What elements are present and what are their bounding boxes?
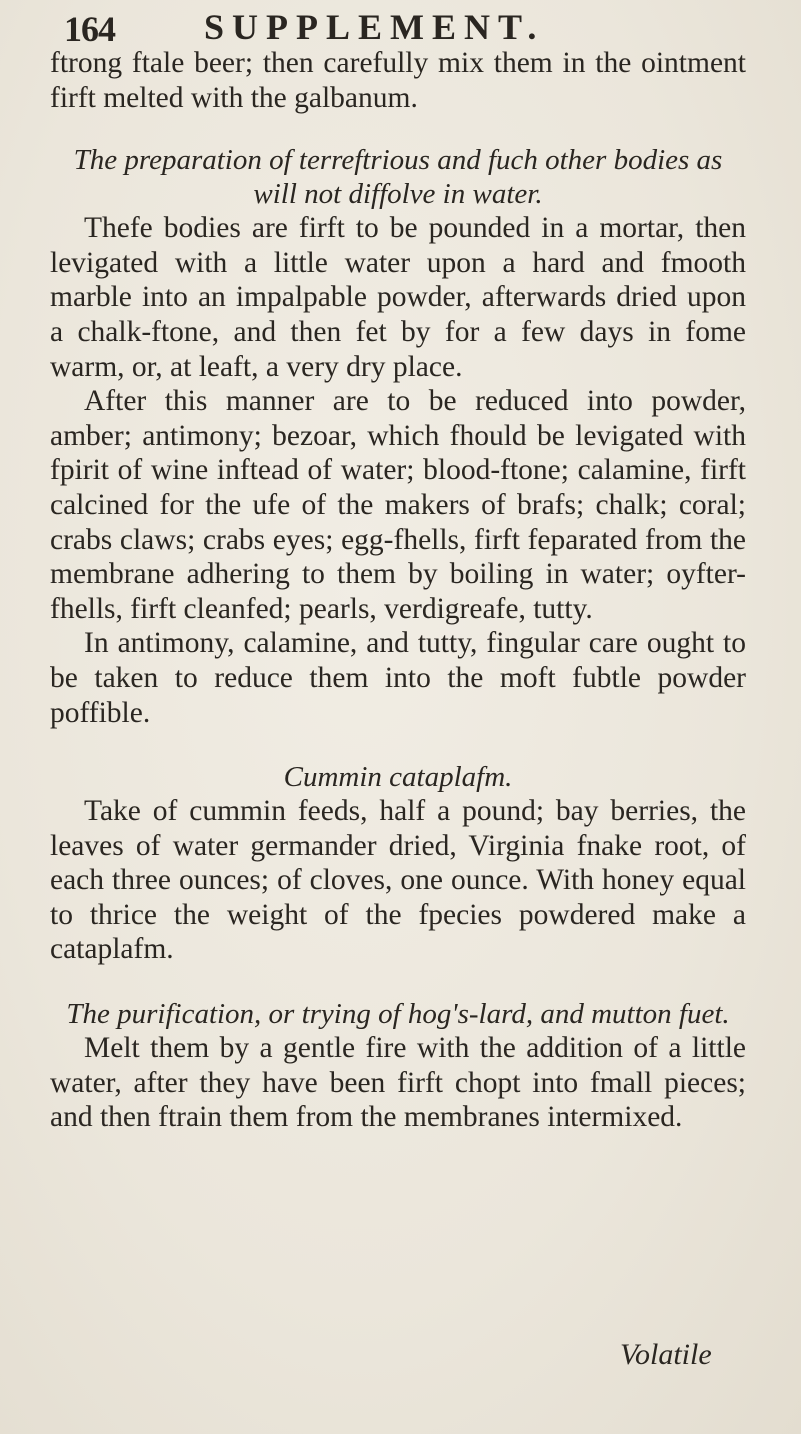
section-heading-purification: The purification, or trying of hog's-lard, and mutton fuet. — [66, 998, 730, 1031]
running-head: SUPPLEMENT. — [204, 7, 545, 47]
section-heading-terrestrious: The preparation of terreftrious and fuch other bodies as will not diffolve in water. — [73, 144, 723, 211]
continued-paragraph: ftrong ftale beer; then carefully mix them in the ointment firft melted with the galbanum. — [50, 47, 746, 114]
page-number: 164 — [64, 9, 115, 49]
paragraph-cummin-recipe: Take of cummin feeds, half a pound; bay berries, the leaves of water germander dried, Virginia fnake root, of each three ounces; of cloves, one ounce. With honey equal to thrice the weight of the fpecies powdered make a cataplafm. — [50, 795, 746, 966]
page-body — [50, 46, 746, 1135]
paragraph-preparation: Thefe bodies are firft to be pounded in a mortar, then levigated with a little water upon a hard and fmooth marble into an impalpable powder, afterwards dried upon a chalk-ftone, and then fet by for a few days in fome warm, or, at leaft, a very dry place. — [50, 212, 746, 383]
section-heading-cummin: Cummin cataplafm. — [283, 761, 513, 794]
catchword: Volatile — [620, 1338, 712, 1371]
paragraph-melt: Melt them by a gentle fire with the addition of a little water, after they have been firft chopt into fmall pieces; and then ftrain them from the membranes intermixed. — [50, 1032, 746, 1134]
paragraph-subtle-powder: In antimony, calamine, and tutty, fingular care ought to be taken to reduce them into the moft fubtle powder poffible. — [50, 627, 746, 729]
paragraph-powders-list: After this manner are to be reduced into powder, amber; antimony; bezoar, which fhould be levigated with fpirit of wine inftead of water; blood-ftone; calamine, firft calcined for the ufe of the makers of brafs; chalk; coral; crabs claws; crabs eyes; egg-fhells, firft feparated from the membrane adhering to them by boiling in water; oyfter-fhells, firft cleanfed; pearls, verdigreafe, tutty. — [50, 385, 746, 625]
